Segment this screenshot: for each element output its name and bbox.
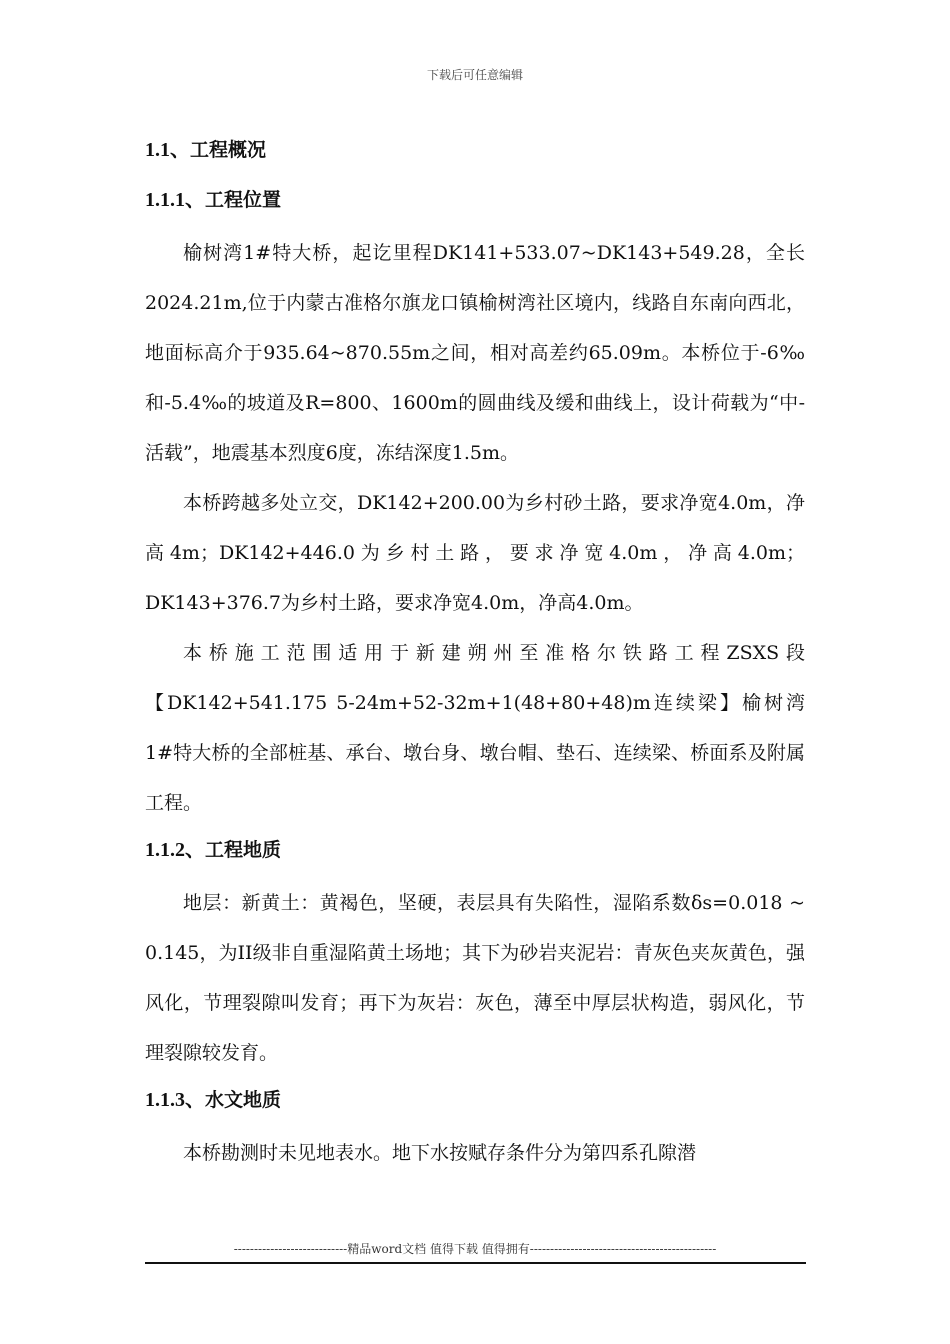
heading-number: 1.1.2、 [145, 839, 205, 861]
page-header: 下载后可任意编辑 [426, 68, 523, 82]
heading-text: 工程位置 [205, 189, 282, 211]
footer-divider [145, 1262, 806, 1264]
document-body [145, 128, 805, 1178]
heading-text: 水文地质 [205, 1089, 282, 1111]
section-heading-1-1-2 [145, 828, 805, 878]
heading-number: 1.1.1、 [145, 189, 205, 211]
section-heading-1-1-3 [145, 1078, 805, 1128]
section-heading-1-1-1 [145, 178, 805, 228]
heading-text: 工程地质 [205, 839, 282, 861]
paragraph-location: 榆树湾1#特大桥，起讫里程DK141+533.07~DK143+549.28，全长2024.21m,位于内蒙古准格尔旗龙口镇榆树湾社区境内，线路自东南向西北，地面标高介于935.64~870.55m之间，相对高差约65.09m。本桥位于-6‰和-5.4‰的坡道及R=800、1600m的圆曲线及缓和曲线上，设计荷载为“中-活载”，地震基本烈度6度，冻结深度1.5m。 [145, 242, 805, 464]
paragraph-scope: 本桥施工范围适用于新建朔州至准格尔铁路工程ZSXS段【DK142+541.175 5-24m+52-32m+1(48+80+48)m连续梁】榆树湾1#特大桥的全部桩基、承台、墩台身、墩台帽、垫石、连续梁、桥面系及附属工程。 [145, 642, 805, 814]
paragraph-hydrology: 本桥勘测时未见地表水。地下水按赋存条件分为第四系孔隙潜 [183, 1142, 697, 1164]
heading-number: 1.1.3、 [145, 1089, 205, 1111]
section-heading-1-1 [145, 128, 805, 178]
paragraph-crossings: 本桥跨越多处立交，DK142+200.00为乡村砂土路，要求净宽4.0m，净高4m；DK142+446.0为乡村土路，要求净宽4.0m，净高4.0m；DK143+376.7为乡村土路，要求净宽4.0m，净高4.0m。 [145, 492, 805, 614]
page-footer: ----------------------------精品word文档 值得下载 值得拥有---------------------------------------------- [233, 1242, 717, 1256]
heading-number: 1.1、 [145, 139, 190, 161]
paragraph-geology: 地层：新黄土：黄褐色，坚硬，表层具有失陷性，湿陷系数δs=0.018 ~ 0.145，为II级非自重湿陷黄土场地；其下为砂岩夹泥岩：青灰色夹灰黄色，强风化，节理裂隙叫发育；再下为灰岩：灰色，薄至中厚层状构造，弱风化，节理裂隙较发育。 [145, 892, 805, 1064]
heading-text: 工程概况 [190, 139, 267, 161]
